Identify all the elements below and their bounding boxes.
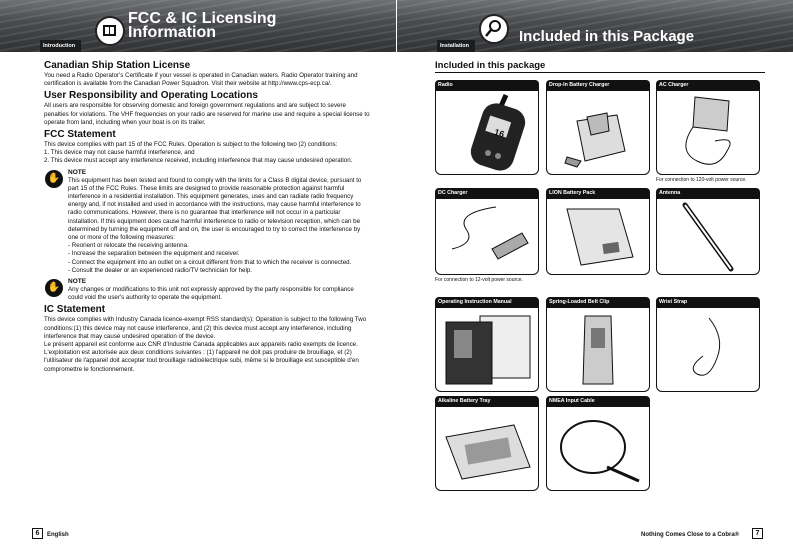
right-footer-tagline: Nothing Comes Close to a Cobra®: [641, 532, 740, 538]
canadian-text: You need a Radio Operator's Certificate if your vessel is operated in Canadian waters. Radio Operator training and certification is available from the Canadian Power Squadron. Visit their website at http://www.cps-ecp.ca/.: [44, 72, 358, 88]
manual-image: [435, 308, 539, 392]
item-nmea-cable: [546, 396, 650, 491]
item-radio: [435, 80, 539, 175]
item-belt-clip: [546, 297, 650, 392]
item-lion-battery: [546, 188, 650, 275]
package-heading: Included in this package: [435, 60, 765, 73]
ic-heading: IC Statement: [44, 304, 106, 316]
belt-clip-image: [546, 308, 650, 392]
user-text: All users are responsible for observing domestic and foreign government regulations and are subject to severe penalties for violations. The VHF frequencies on your radio are reserved for marine use and require a special license to operate from land, including when your boat is on its trailer.: [44, 102, 370, 126]
radio-display-text: 16: [492, 126, 506, 140]
lion-battery-image: [546, 199, 650, 275]
right-header: [397, 0, 793, 52]
item-label: Alkaline Battery Tray: [435, 396, 539, 407]
fcc-condition: 2. This device must accept any interference received, including interference that may cause undesired operation.: [44, 157, 353, 165]
nmea-cable-image: [546, 407, 650, 491]
ic-text-french: Le présent appareil est conforme aux CNR d'Industrie Canada applicables aux appareils radio exempts de licence. L'exploitation est autorisée aux deux conditions suivantes : (1) l'appareil ne doit pas produire de brouillage, et (2) l'utilisateur de l'appareil doit accepter tout brouillage radioélectrique subi, même si le brouillage est susceptible d'en compromettre le fonctionnement.: [44, 341, 359, 373]
user-heading: User Responsibility and Operating Locations: [44, 90, 258, 102]
magnifier-icon: [479, 14, 509, 44]
note-block: [44, 278, 370, 302]
left-page: [0, 0, 396, 557]
canadian-heading: Canadian Ship Station License: [44, 60, 191, 71]
item-label: Operating Instruction Manual: [435, 297, 539, 308]
item-alkaline-tray: [435, 396, 539, 491]
item-caption: For connection to 120-volt power source.: [656, 177, 747, 183]
note-measure: - Consult the dealer or an experienced radio/TV technician for help.: [68, 266, 253, 274]
note-measure: - Increase the separation between the equipment and receiver.: [68, 250, 240, 258]
dc-charger-image: [435, 199, 539, 275]
note-title: NOTE: [68, 278, 87, 286]
fcc-condition: 1. This device may not cause harmful interference, and: [44, 149, 195, 157]
item-ac-charger: [656, 80, 760, 183]
ac-charger-image: [656, 91, 760, 175]
wrist-strap-image: [656, 308, 760, 392]
left-section-tab: Introduction: [40, 40, 81, 52]
right-page-number: 7: [752, 528, 763, 539]
antenna-image: [656, 199, 760, 275]
right-page-title: Included in this Package: [519, 28, 695, 45]
alkaline-tray-image: [435, 407, 539, 491]
item-caption: For connection to 12-volt power source.: [435, 277, 523, 283]
warning-icon: ✋: [45, 279, 63, 297]
drop-in-charger-image: [546, 91, 650, 175]
item-dc-charger: [435, 188, 539, 283]
item-label: Antenna: [656, 188, 760, 199]
right-section-tab: Installation: [437, 40, 475, 52]
right-page: [397, 0, 793, 557]
left-content: [44, 58, 370, 374]
note-measure: - Reorient or relocate the receiving antenna.: [68, 242, 189, 250]
note-measures: [68, 242, 370, 275]
item-label: Spring-Loaded Belt Clip: [546, 297, 650, 308]
radio-image: [435, 91, 539, 175]
right-content: [435, 60, 765, 404]
fcc-heading: FCC Statement: [44, 129, 116, 141]
warning-icon: ✋: [45, 170, 63, 188]
note-block: [44, 169, 370, 275]
item-antenna: [656, 188, 760, 275]
left-page-number: 6: [32, 528, 43, 539]
fcc-conditions: [44, 149, 370, 165]
note-measure: - Connect the equipment into an outlet on a circuit different from that to which the receiver is connected.: [68, 258, 352, 266]
note-title: NOTE: [68, 168, 87, 176]
item-label: AC Charger: [656, 80, 760, 91]
item-manual: [435, 297, 539, 392]
item-label: Drop-In Battery Charger: [546, 80, 650, 91]
item-wrist-strap: [656, 297, 760, 392]
note-text: This equipment has been tested and found to comply with the limits for a Class B digital device, pursuant to part 15 of the FCC Rules. These limits are designed to provide reasonable protection against harmful interference in a residential installation. This equipment generates, uses and can radiate radio frequency energy and, if not installed and used in accordance with the instructions, may cause harmful interference to radio communications. However, there is no guarantee that interference will not occur in a particular installation. If this equipment does cause harmful interference to radio or television reception, which can be determined by turning the equipment off and on, the user is encouraged to try to correct the interference by one or more of the following measures:: [68, 176, 362, 242]
item-label: Wrist Strap: [656, 297, 760, 308]
fcc-intro: This device complies with part 15 of the FCC Rules. Operation is subject to the following two (2) conditions:: [44, 141, 338, 149]
left-header: [0, 0, 396, 52]
book-icon: [95, 16, 125, 46]
left-page-title: FCC & IC Licensing Information: [128, 10, 277, 41]
item-label: DC Charger: [435, 188, 539, 199]
item-label: NMEA Input Cable: [546, 396, 650, 407]
item-label: LION Battery Pack: [546, 188, 650, 199]
left-footer-language: English: [47, 532, 69, 538]
item-label: Radio: [435, 80, 539, 91]
note-text: Any changes or modifications to this unit not expressly approved by the party responsible for compliance could void the user's authority to operate the equipment.: [68, 286, 354, 302]
item-drop-in-charger: [546, 80, 650, 175]
ic-text: This device complies with Industry Canada licence-exempt RSS standard(s): Operation is subject to the following Two conditions:(1) this device may not cause interference, and (2) this device must accept any interference, including interference that may cause undesired operation of the device.: [44, 316, 367, 340]
